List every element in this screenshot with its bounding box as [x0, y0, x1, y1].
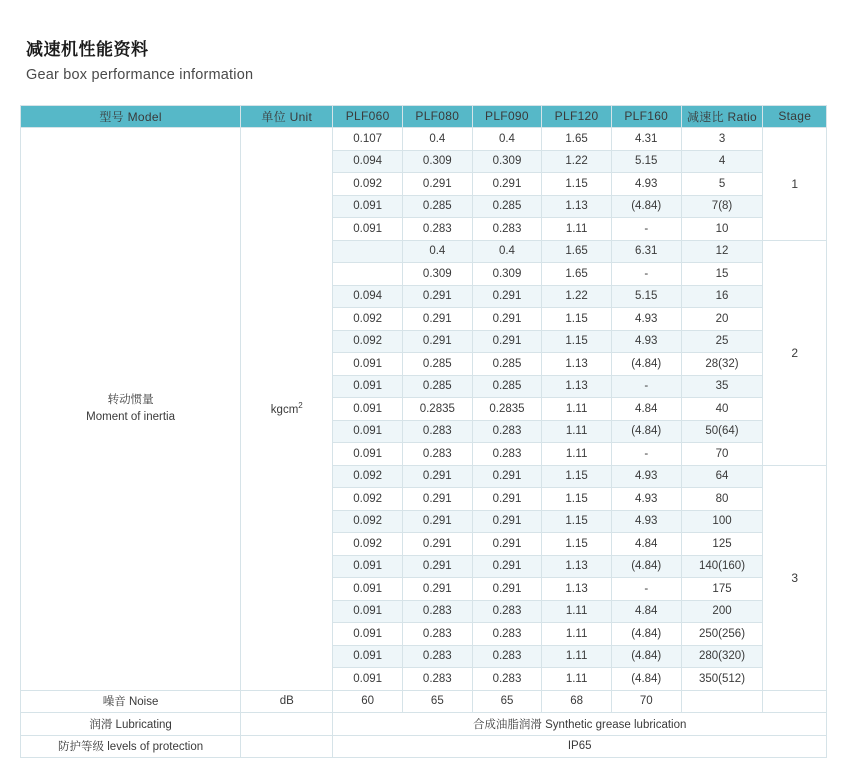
- cell-plf080: 0.291: [403, 555, 473, 578]
- cell-ratio: 16: [681, 285, 763, 308]
- cell-plf060: 0.091: [333, 375, 403, 398]
- cell-plf060: 0.091: [333, 353, 403, 376]
- cell-plf080: 0.291: [403, 330, 473, 353]
- cell-plf160: 6.31: [611, 240, 681, 263]
- cell-plf080: 0.283: [403, 218, 473, 241]
- cell-plf120: 1.11: [542, 623, 612, 646]
- page-title: [20, 0, 827, 87]
- cell-ratio: 25: [681, 330, 763, 353]
- cell-plf080: 0.283: [403, 600, 473, 623]
- page-title-cn: 减速机性能资料: [26, 40, 149, 59]
- cell-plf120: 1.11: [542, 443, 612, 466]
- cell-plf160: 4.93: [611, 510, 681, 533]
- cell-plf090: 0.291: [472, 555, 542, 578]
- cell-plf060: 0.092: [333, 330, 403, 353]
- row-label-cn: 转动惯量: [107, 394, 154, 407]
- cell-plf160: -: [611, 375, 681, 398]
- cell-plf080: 0.291: [403, 533, 473, 556]
- cell-plf160: 4.93: [611, 173, 681, 196]
- cell-plf160: -: [611, 578, 681, 601]
- cell-plf090: 0.291: [472, 510, 542, 533]
- cell-ratio: 7(8): [681, 195, 763, 218]
- cell-plf160: 4.93: [611, 465, 681, 488]
- cell-ratio: 28(32): [681, 353, 763, 376]
- cell-plf090: 0.291: [472, 488, 542, 511]
- gearbox-spec-table: [20, 105, 827, 758]
- cell-ratio: 64: [681, 465, 763, 488]
- cell-plf060: [333, 240, 403, 263]
- cell-ratio: 140(160): [681, 555, 763, 578]
- cell-plf160: 4.84: [611, 398, 681, 421]
- cell-plf090: 0.283: [472, 668, 542, 691]
- cell-plf060: 0.091: [333, 645, 403, 668]
- cell-noise-plf090: 65: [472, 690, 542, 713]
- cell-noise-ratio: [681, 690, 763, 713]
- cell-plf120: 1.13: [542, 195, 612, 218]
- cell-plf120: 1.65: [542, 240, 612, 263]
- row-label-protection: 防护等级 levels of protection: [21, 735, 241, 758]
- cell-plf120: 1.13: [542, 555, 612, 578]
- cell-ratio: 80: [681, 488, 763, 511]
- cell-plf160: 4.31: [611, 128, 681, 151]
- cell-plf120: 1.15: [542, 308, 612, 331]
- cell-plf090: 0.4: [472, 128, 542, 151]
- column-header-plf090: PLF090: [472, 105, 542, 128]
- cell-plf080: 0.291: [403, 488, 473, 511]
- table-row-lubricating: [21, 713, 827, 736]
- cell-plf090: 0.4: [472, 240, 542, 263]
- cell-ratio: 12: [681, 240, 763, 263]
- cell-plf080: 0.291: [403, 578, 473, 601]
- cell-plf090: 0.283: [472, 420, 542, 443]
- cell-plf060: 0.091: [333, 420, 403, 443]
- row-label-moment-of-inertia: [21, 128, 241, 691]
- column-header-model: 型号 Model: [21, 105, 241, 128]
- cell-plf120: 1.13: [542, 375, 612, 398]
- cell-ratio: 200: [681, 600, 763, 623]
- cell-plf160: 4.93: [611, 488, 681, 511]
- cell-plf060: 0.091: [333, 600, 403, 623]
- column-header-unit: 单位 Unit: [241, 105, 333, 128]
- cell-plf060: 0.091: [333, 443, 403, 466]
- row-unit-lubricating: [241, 713, 333, 736]
- cell-lubricating-value: 合成油脂润滑 Synthetic grease lubrication: [333, 713, 827, 736]
- cell-plf160: -: [611, 443, 681, 466]
- cell-plf060: 0.091: [333, 218, 403, 241]
- cell-ratio: 4: [681, 150, 763, 173]
- row-label-en: Moment of inertia: [86, 410, 176, 423]
- cell-plf120: 1.13: [542, 578, 612, 601]
- column-header-plf080: PLF080: [403, 105, 473, 128]
- cell-protection-value: IP65: [333, 735, 827, 758]
- cell-noise-plf120: 68: [542, 690, 612, 713]
- cell-ratio: 40: [681, 398, 763, 421]
- cell-plf060: 0.092: [333, 308, 403, 331]
- cell-plf120: 1.15: [542, 533, 612, 556]
- unit-exponent: 2: [298, 401, 303, 411]
- cell-plf060: 0.091: [333, 623, 403, 646]
- cell-plf160: 5.15: [611, 150, 681, 173]
- cell-stage: 3: [763, 465, 827, 690]
- column-header-ratio: 减速比 Ratio: [681, 105, 763, 128]
- cell-plf120: 1.15: [542, 173, 612, 196]
- cell-plf080: 0.285: [403, 353, 473, 376]
- cell-ratio: 280(320): [681, 645, 763, 668]
- cell-plf060: 0.092: [333, 533, 403, 556]
- cell-plf090: 0.291: [472, 308, 542, 331]
- cell-plf120: 1.15: [542, 465, 612, 488]
- cell-plf090: 0.283: [472, 645, 542, 668]
- cell-plf080: 0.283: [403, 623, 473, 646]
- cell-plf090: 0.2835: [472, 398, 542, 421]
- cell-plf120: 1.11: [542, 600, 612, 623]
- cell-plf080: 0.309: [403, 263, 473, 286]
- cell-ratio: 50(64): [681, 420, 763, 443]
- column-header-plf120: PLF120: [542, 105, 612, 128]
- cell-plf090: 0.283: [472, 623, 542, 646]
- cell-noise-plf060: 60: [333, 690, 403, 713]
- cell-ratio: 100: [681, 510, 763, 533]
- cell-plf060: 0.107: [333, 128, 403, 151]
- row-label-noise: 噪音 Noise: [21, 690, 241, 713]
- cell-plf060: 0.091: [333, 195, 403, 218]
- row-label-lubricating: 润滑 Lubricating: [21, 713, 241, 736]
- cell-plf160: 4.93: [611, 330, 681, 353]
- cell-plf160: -: [611, 218, 681, 241]
- cell-plf120: 1.65: [542, 128, 612, 151]
- cell-plf080: 0.283: [403, 420, 473, 443]
- table-row-noise: [21, 690, 827, 713]
- cell-ratio: 15: [681, 263, 763, 286]
- cell-plf080: 0.291: [403, 308, 473, 331]
- cell-plf060: 0.092: [333, 488, 403, 511]
- cell-noise-stage: [763, 690, 827, 713]
- cell-plf090: 0.291: [472, 173, 542, 196]
- column-header-plf160: PLF160: [611, 105, 681, 128]
- cell-plf090: 0.285: [472, 353, 542, 376]
- cell-plf060: 0.094: [333, 150, 403, 173]
- cell-plf160: (4.84): [611, 623, 681, 646]
- cell-ratio: 125: [681, 533, 763, 556]
- cell-plf080: 0.309: [403, 150, 473, 173]
- cell-plf080: 0.4: [403, 128, 473, 151]
- cell-plf080: 0.283: [403, 443, 473, 466]
- cell-plf160: 4.84: [611, 600, 681, 623]
- cell-plf160: (4.84): [611, 555, 681, 578]
- cell-plf060: [333, 263, 403, 286]
- cell-ratio: 5: [681, 173, 763, 196]
- cell-plf120: 1.15: [542, 510, 612, 533]
- cell-plf090: 0.283: [472, 443, 542, 466]
- cell-plf060: 0.091: [333, 555, 403, 578]
- cell-plf080: 0.291: [403, 465, 473, 488]
- cell-plf080: 0.4: [403, 240, 473, 263]
- cell-plf090: 0.291: [472, 330, 542, 353]
- cell-plf160: 4.93: [611, 308, 681, 331]
- cell-plf090: 0.283: [472, 218, 542, 241]
- cell-ratio: 10: [681, 218, 763, 241]
- cell-plf060: 0.092: [333, 173, 403, 196]
- cell-plf120: 1.15: [542, 330, 612, 353]
- cell-ratio: 350(512): [681, 668, 763, 691]
- cell-plf120: 1.11: [542, 420, 612, 443]
- cell-plf120: 1.11: [542, 398, 612, 421]
- cell-plf080: 0.285: [403, 375, 473, 398]
- table-body: [21, 128, 827, 758]
- cell-stage: 2: [763, 240, 827, 465]
- cell-plf080: 0.283: [403, 645, 473, 668]
- cell-plf060: 0.094: [333, 285, 403, 308]
- cell-ratio: 3: [681, 128, 763, 151]
- cell-plf090: 0.291: [472, 285, 542, 308]
- cell-ratio: 20: [681, 308, 763, 331]
- cell-ratio: 70: [681, 443, 763, 466]
- cell-plf160: (4.84): [611, 645, 681, 668]
- cell-plf090: 0.285: [472, 375, 542, 398]
- table-row: [21, 128, 827, 151]
- table-header-row: [21, 105, 827, 128]
- cell-plf120: 1.13: [542, 353, 612, 376]
- cell-plf090: 0.283: [472, 600, 542, 623]
- cell-ratio: 175: [681, 578, 763, 601]
- cell-noise-plf160: 70: [611, 690, 681, 713]
- cell-noise-plf080: 65: [403, 690, 473, 713]
- cell-plf160: 5.15: [611, 285, 681, 308]
- cell-plf160: (4.84): [611, 420, 681, 443]
- row-unit-noise: dB: [241, 690, 333, 713]
- column-header-plf060: PLF060: [333, 105, 403, 128]
- cell-plf090: 0.291: [472, 578, 542, 601]
- cell-plf120: 1.65: [542, 263, 612, 286]
- row-unit-protection: [241, 735, 333, 758]
- cell-plf090: 0.285: [472, 195, 542, 218]
- cell-ratio: 250(256): [681, 623, 763, 646]
- cell-plf080: 0.291: [403, 510, 473, 533]
- cell-plf160: (4.84): [611, 353, 681, 376]
- cell-plf120: 1.11: [542, 645, 612, 668]
- cell-plf090: 0.309: [472, 150, 542, 173]
- cell-plf120: 1.11: [542, 668, 612, 691]
- cell-plf090: 0.291: [472, 533, 542, 556]
- row-unit-moment-of-inertia: kgcm$^2$: [241, 128, 333, 691]
- cell-plf060: 0.092: [333, 465, 403, 488]
- cell-plf080: 0.2835: [403, 398, 473, 421]
- cell-plf120: 1.15: [542, 488, 612, 511]
- cell-plf160: -: [611, 263, 681, 286]
- cell-plf080: 0.291: [403, 173, 473, 196]
- cell-ratio: 35: [681, 375, 763, 398]
- cell-plf060: 0.091: [333, 668, 403, 691]
- cell-plf090: 0.309: [472, 263, 542, 286]
- cell-plf060: 0.091: [333, 398, 403, 421]
- table-row-protection: [21, 735, 827, 758]
- cell-plf060: 0.092: [333, 510, 403, 533]
- cell-plf160: (4.84): [611, 668, 681, 691]
- cell-plf120: 1.11: [542, 218, 612, 241]
- page-title-en: Gear box performance information: [26, 66, 254, 83]
- cell-plf080: 0.285: [403, 195, 473, 218]
- cell-plf160: 4.84: [611, 533, 681, 556]
- column-header-stage: Stage: [763, 105, 827, 128]
- cell-plf080: 0.283: [403, 668, 473, 691]
- cell-plf080: 0.291: [403, 285, 473, 308]
- cell-plf160: (4.84): [611, 195, 681, 218]
- cell-plf060: 0.091: [333, 578, 403, 601]
- cell-plf120: 1.22: [542, 150, 612, 173]
- cell-stage: 1: [763, 128, 827, 241]
- cell-plf090: 0.291: [472, 465, 542, 488]
- cell-plf120: 1.22: [542, 285, 612, 308]
